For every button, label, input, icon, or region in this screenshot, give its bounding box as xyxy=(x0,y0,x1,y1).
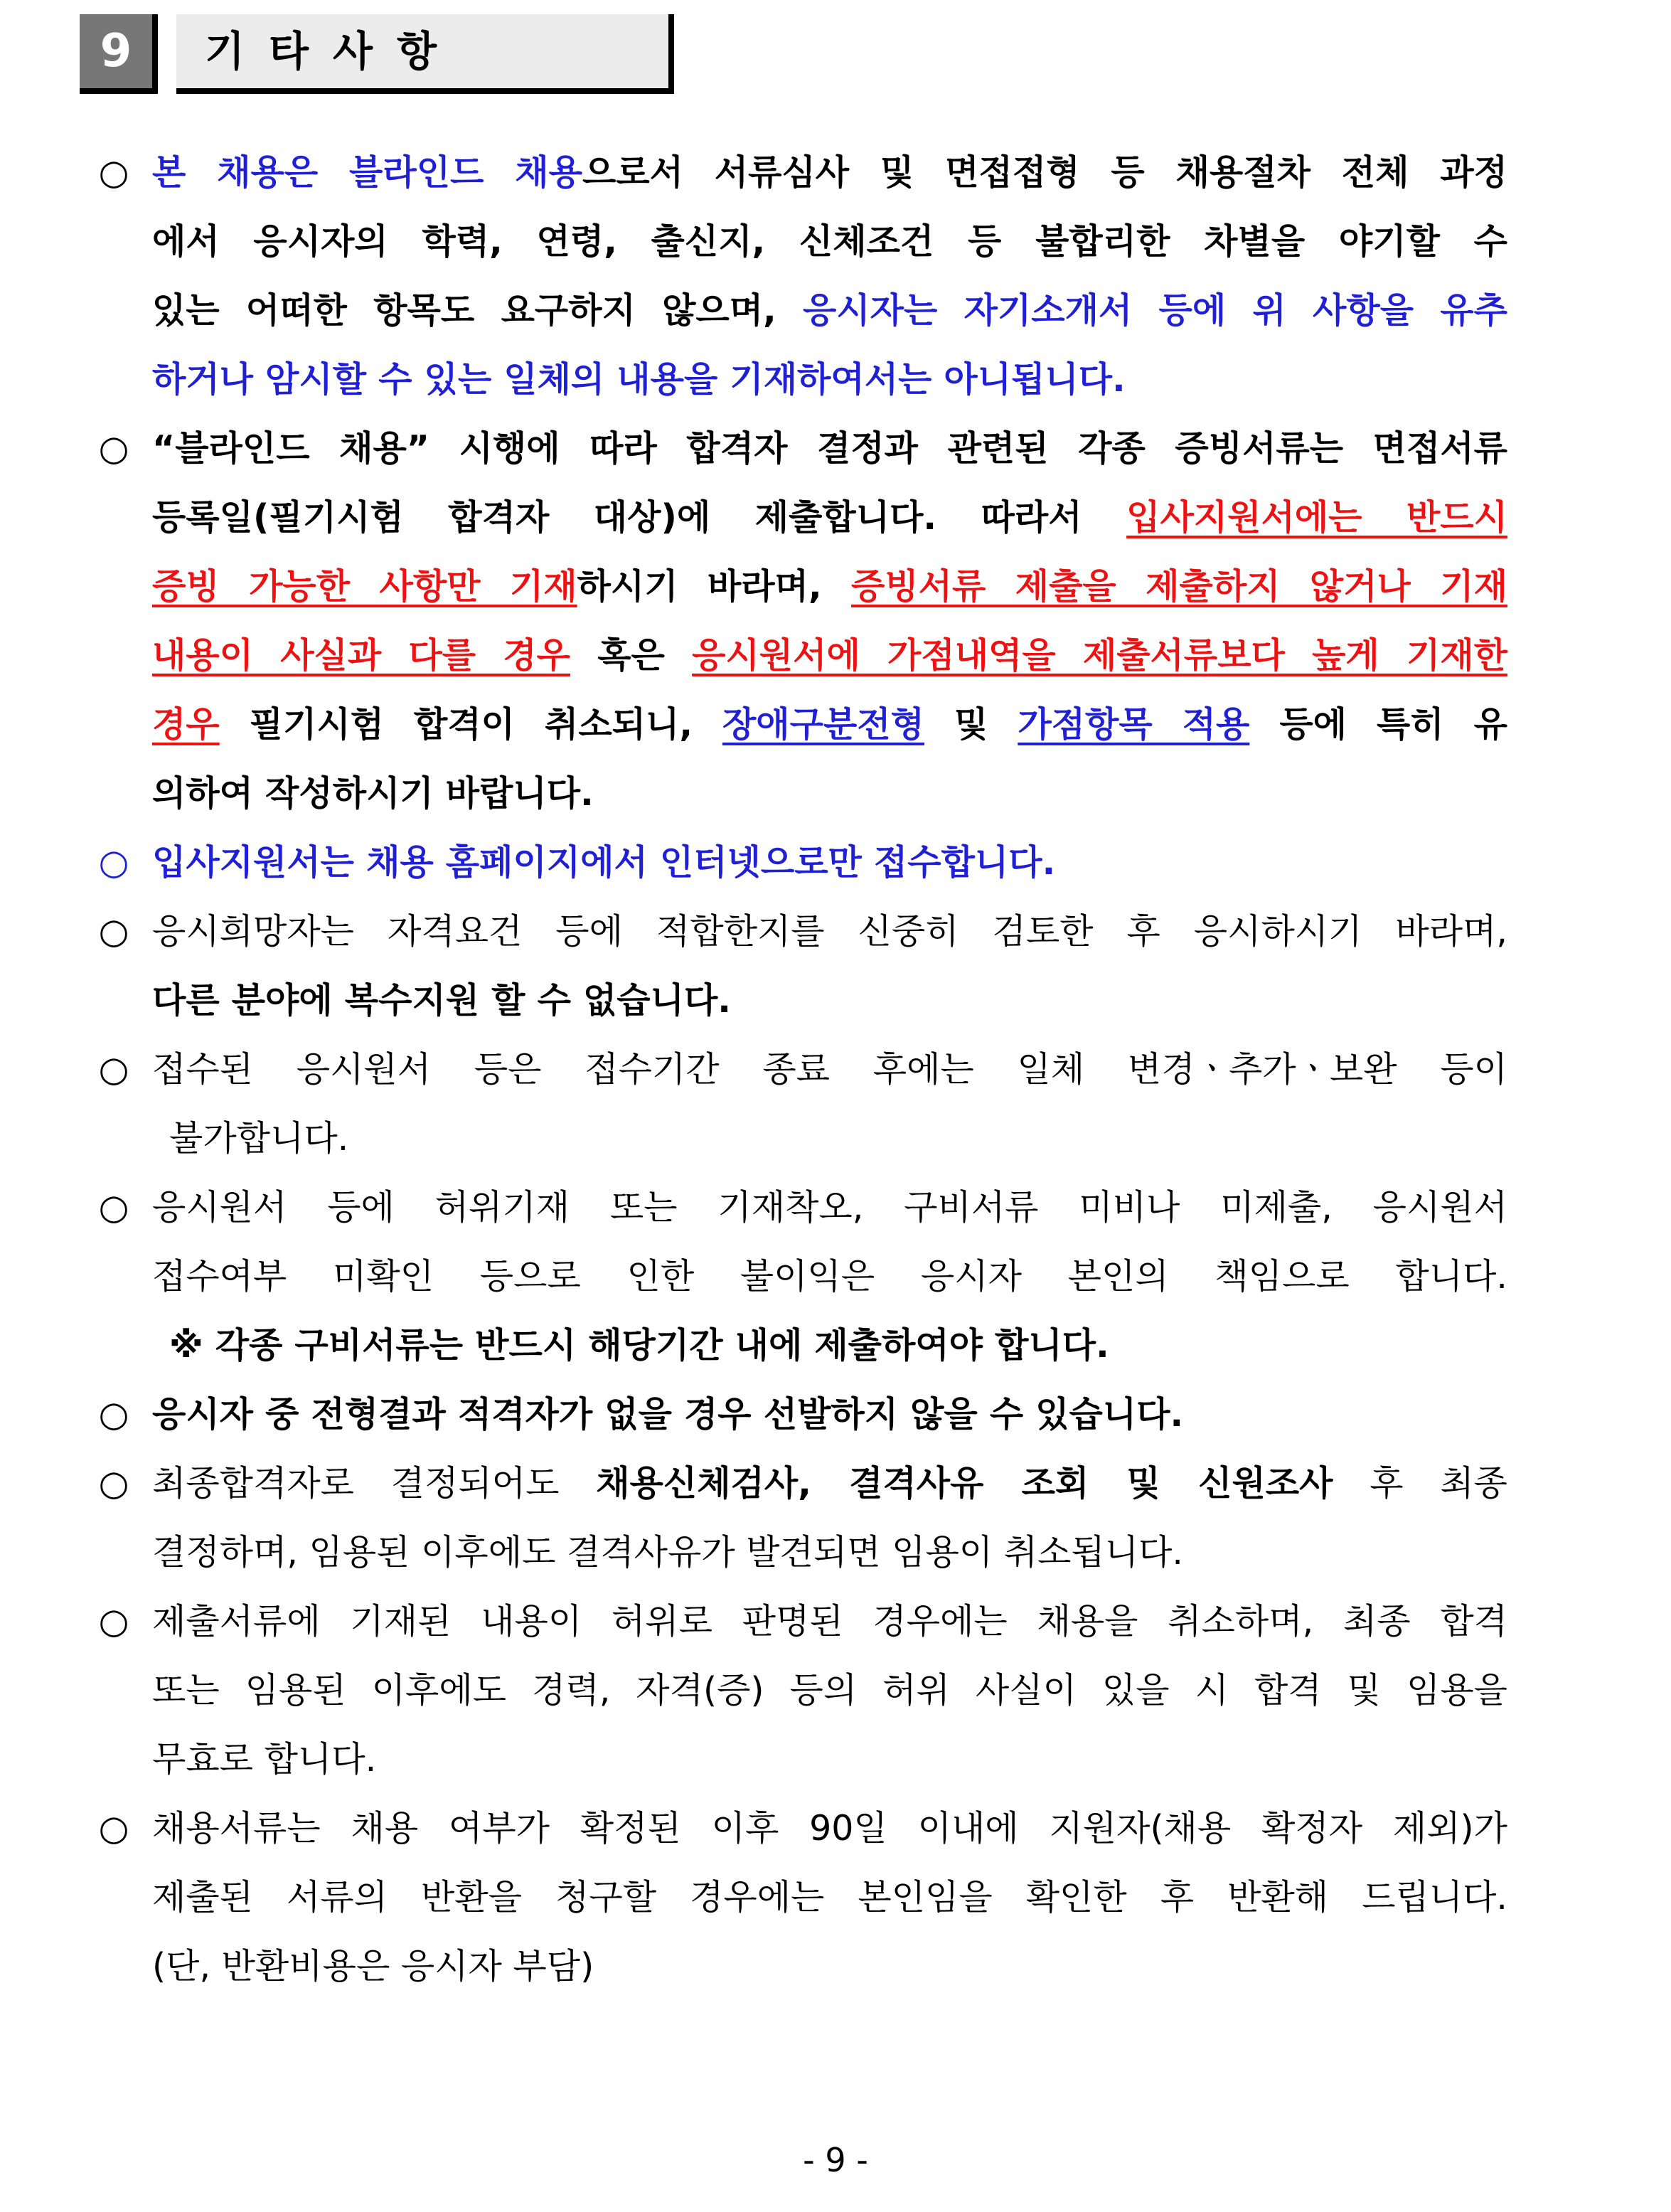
circle-bullet-icon: ○ xyxy=(98,1394,129,1435)
text-segment: 접수여부 미확인 등으로 인한 불이익은 응시자 본인의 책임으로 합니다. xyxy=(152,1256,1507,1297)
text-segment: 본 채용은 블라인드 채용 xyxy=(152,152,582,193)
text-segment: 입사지원서에는 반드시 xyxy=(1126,497,1507,538)
text-segment: 무효로 합니다. xyxy=(152,1739,377,1780)
notice-item xyxy=(92,1794,1507,2001)
notice-line xyxy=(152,207,1507,276)
circle-bullet-icon: ○ xyxy=(98,842,129,883)
notice-item xyxy=(92,897,1507,1035)
text-segment: 의하여 작성하시기 바랍니다. xyxy=(152,773,594,814)
notice-line xyxy=(152,1242,1507,1311)
notice-line xyxy=(152,414,1507,483)
text-segment: 장애구분전형 xyxy=(722,704,924,745)
text-segment: ※ 각종 구비서류는 반드시 해당기간 내에 제출하여야 합니다. xyxy=(169,1325,1109,1366)
text-segment: (단, 반환비용은 응시자 부담) xyxy=(152,1946,594,1987)
text-segment: 경우 xyxy=(152,704,220,745)
notice-line xyxy=(152,1587,1507,1656)
notice-line xyxy=(152,1311,1507,1380)
text-segment: 응시자 중 전형결과 적격자가 없을 경우 선발하지 않을 수 있습니다. xyxy=(152,1394,1184,1435)
notice-line xyxy=(152,828,1507,897)
text-segment: 응시희망자는 자격요건 등에 적합한지를 신중히 검토한 후 응시하시기 바라며, xyxy=(152,911,1507,952)
text-segment: 가점항목 적용 xyxy=(1018,704,1250,745)
notice-list xyxy=(92,138,1507,2001)
text-segment: 증빙 가능한 사항만 기재 xyxy=(152,566,577,607)
circle-bullet-icon: ○ xyxy=(98,152,129,193)
section-number-box: 9 xyxy=(80,14,158,94)
notice-line xyxy=(152,1173,1507,1242)
notice-item xyxy=(92,1380,1507,1449)
text-segment: 내용이 사실과 다를 경우 xyxy=(152,635,570,676)
text-segment: 제출된 서류의 반환을 청구할 경우에는 본인임을 확인한 후 반환해 드립니다. xyxy=(152,1877,1507,1918)
notice-item xyxy=(92,1449,1507,1587)
notice-line xyxy=(152,621,1507,690)
text-segment: 응시원서 등에 허위기재 또는 기재착오, 구비서류 미비나 미제출, 응시원서 xyxy=(152,1187,1507,1228)
circle-bullet-icon: ○ xyxy=(98,911,129,952)
circle-bullet-icon: ○ xyxy=(98,1049,129,1090)
text-segment: 등록일(필기시험 합격자 대상)에 제출합니다. 따라서 xyxy=(152,497,1127,538)
text-segment: 다른 분야에 복수지원 할 수 없습니다. xyxy=(152,980,731,1021)
text-segment: 응시자는 자기소개서 등에 위 사항을 유추 xyxy=(802,290,1507,331)
notice-line xyxy=(152,138,1507,207)
text-segment: 채용서류는 채용 여부가 확정된 이후 90일 이내에 지원자(채용 확정자 제외)가 xyxy=(152,1808,1507,1849)
text-segment: 에서 응시자의 학력, 연령, 출신지, 신체조건 등 불합리한 차별을 야기할 수 xyxy=(152,221,1507,262)
notice-item xyxy=(92,1173,1507,1380)
notice-line xyxy=(152,1863,1507,1932)
notice-line xyxy=(152,276,1507,345)
notice-line xyxy=(152,1449,1507,1518)
notice-line xyxy=(152,759,1507,828)
notice-line xyxy=(152,483,1507,552)
text-segment: 응시원서에 가점내역을 제출서류보다 높게 기재한 xyxy=(692,635,1507,676)
text-segment: 하시기 바라며, xyxy=(577,566,851,607)
text-segment: 접수된 응시원서 등은 접수기간 종료 후에는 일체 변경ㆍ추가ㆍ보완 등이 xyxy=(152,1049,1507,1090)
text-segment: 결정하며, 임용된 이후에도 결격사유가 발견되면 임용이 취소됩니다. xyxy=(152,1532,1183,1573)
notice-item xyxy=(92,138,1507,414)
circle-bullet-icon: ○ xyxy=(98,428,129,469)
notice-line xyxy=(152,1518,1507,1587)
text-segment: 있는 어떠한 항목도 요구하지 않으며, xyxy=(152,290,803,331)
notice-item xyxy=(92,1587,1507,1794)
notice-line xyxy=(152,966,1507,1035)
notice-line xyxy=(152,897,1507,966)
text-segment: 제출서류에 기재된 내용이 허위로 판명된 경우에는 채용을 취소하며, 최종 합격 xyxy=(152,1601,1507,1642)
notice-line xyxy=(152,1656,1507,1725)
text-segment: 하거나 암시할 수 있는 일체의 내용을 기재하여서는 아니됩니다. xyxy=(152,359,1126,400)
text-segment: “블라인드 채용” 시행에 따라 합격자 결정과 관련된 각종 증빙서류는 면접서류 xyxy=(152,428,1507,469)
circle-bullet-icon: ○ xyxy=(98,1463,129,1504)
text-segment: 불가합니다. xyxy=(169,1118,349,1159)
notice-line xyxy=(152,1932,1507,2001)
text-segment: 또는 임용된 이후에도 경력, 자격(증) 등의 허위 사실이 있을 시 합격 및 임용을 xyxy=(152,1670,1507,1711)
circle-bullet-icon: ○ xyxy=(98,1187,129,1228)
text-segment: 입사지원서는 채용 홈페이지에서 인터넷으로만 접수합니다. xyxy=(152,842,1056,883)
notice-item xyxy=(92,414,1507,828)
text-segment: 혹은 xyxy=(570,635,693,676)
circle-bullet-icon: ○ xyxy=(98,1601,129,1642)
text-segment: 증빙서류 제출을 제출하지 않거나 기재 xyxy=(851,566,1507,607)
notice-line xyxy=(152,1794,1507,1863)
circle-bullet-icon: ○ xyxy=(98,1808,129,1849)
text-segment: 등에 특히 유 xyxy=(1249,704,1507,745)
notice-line xyxy=(152,1104,1507,1173)
notice-line xyxy=(152,1725,1507,1794)
text-segment: 채용신체검사, 결격사유 조회 및 신원조사 xyxy=(596,1463,1333,1504)
text-segment: 으로서 서류심사 및 면접접형 등 채용절차 전체 과정 xyxy=(582,152,1507,193)
text-segment: 필기시험 합격이 취소되니, xyxy=(219,704,722,745)
section-title: 기타사항 xyxy=(176,14,674,94)
notice-line xyxy=(152,690,1507,759)
notice-line xyxy=(152,1380,1507,1449)
notice-line xyxy=(152,1035,1507,1104)
text-segment: 후 최종 xyxy=(1333,1463,1508,1504)
text-segment: 및 xyxy=(924,704,1018,745)
notice-item xyxy=(92,1035,1507,1173)
notice-item xyxy=(92,828,1507,897)
text-segment: 최종합격자로 결정되어도 xyxy=(152,1463,597,1504)
notice-line xyxy=(152,552,1507,621)
notice-line xyxy=(152,345,1507,414)
page-number: - 9 - xyxy=(803,2141,868,2179)
